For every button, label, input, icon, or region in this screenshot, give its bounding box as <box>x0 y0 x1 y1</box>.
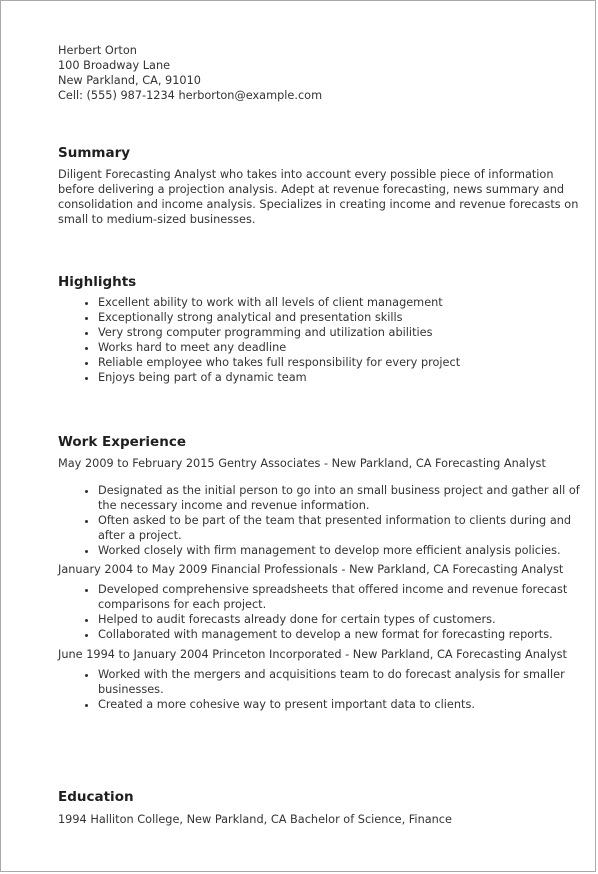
highlight-item: • Exceptionally strong analytical and presentation skills <box>98 310 586 325</box>
job-bullets <box>58 483 586 558</box>
highlight-item: • Very strong computer programming and utilization abilities <box>98 325 586 340</box>
summary-text: Diligent Forecasting Analyst who takes into account every possible piece of information before delivering a projection analysis. Adept at revenue forecasting, news summary and consolidation and income analysis. Specializes in creating income and revenue forecasts on small to medium-sized businesses. <box>58 168 579 226</box>
work-experience-heading: Work Experience <box>58 434 186 450</box>
job-bullet: • Collaborated with management to develop a new format for forecasting reports. <box>98 627 586 642</box>
highlights-list <box>58 295 586 385</box>
education-text: 1994 Halliton College, New Parkland, CA Bachelor of Science, Finance <box>58 813 452 826</box>
job-bullets <box>58 582 586 642</box>
job-header: June 1994 to January 2004 Princeton Incorporated - New Parkland, CA Forecasting Analyst <box>58 648 567 661</box>
job-bullet: • Worked closely with firm management to develop more efficient analysis policies. <box>98 543 586 558</box>
education-section <box>58 788 586 827</box>
job-bullet: • Created a more cohesive way to present important data to clients. <box>98 697 586 712</box>
job-bullet: • Developed comprehensive spreadsheets that offered income and revenue forecast comparisons for each project. <box>98 582 586 612</box>
summary-heading: Summary <box>58 145 131 161</box>
work-experience-section <box>58 433 586 712</box>
job-bullet: • Worked with the mergers and acquisitions team to do forecast analysis for smaller businesses. <box>98 667 586 697</box>
job-header: January 2004 to May 2009 Financial Professionals - New Parkland, CA Forecasting Analyst <box>58 563 564 576</box>
summary-section <box>58 144 586 227</box>
highlight-item: • Excellent ability to work with all levels of client management <box>98 295 586 310</box>
contact-city: New Parkland, CA, 91010 <box>58 74 201 87</box>
highlight-item: • Enjoys being part of a dynamic team <box>98 370 586 385</box>
job-bullets <box>58 667 586 712</box>
contact-name: Herbert Orton <box>58 44 137 57</box>
contact-block <box>58 43 586 103</box>
highlights-section <box>58 273 586 385</box>
highlight-item: • Reliable employee who takes full responsibility for every project <box>98 355 586 370</box>
job-header: May 2009 to February 2015 Gentry Associates - New Parkland, CA Forecasting Analyst <box>58 457 546 470</box>
job-bullet: • Designated as the initial person to go into an small business project and gather all of the necessary income and revenue information. <box>98 483 586 513</box>
contact-street: 100 Broadway Lane <box>58 59 171 72</box>
education-heading: Education <box>58 789 134 805</box>
highlights-heading: Highlights <box>58 274 137 290</box>
job-bullet: • Often asked to be part of the team that presented information to clients during and after a project. <box>98 513 586 543</box>
contact-phone-email: Cell: (555) 987-1234 herborton@example.com <box>58 89 323 102</box>
job-bullet: • Helped to audit forecasts already done for certain types of customers. <box>98 612 586 627</box>
highlight-item: • Works hard to meet any deadline <box>98 340 586 355</box>
